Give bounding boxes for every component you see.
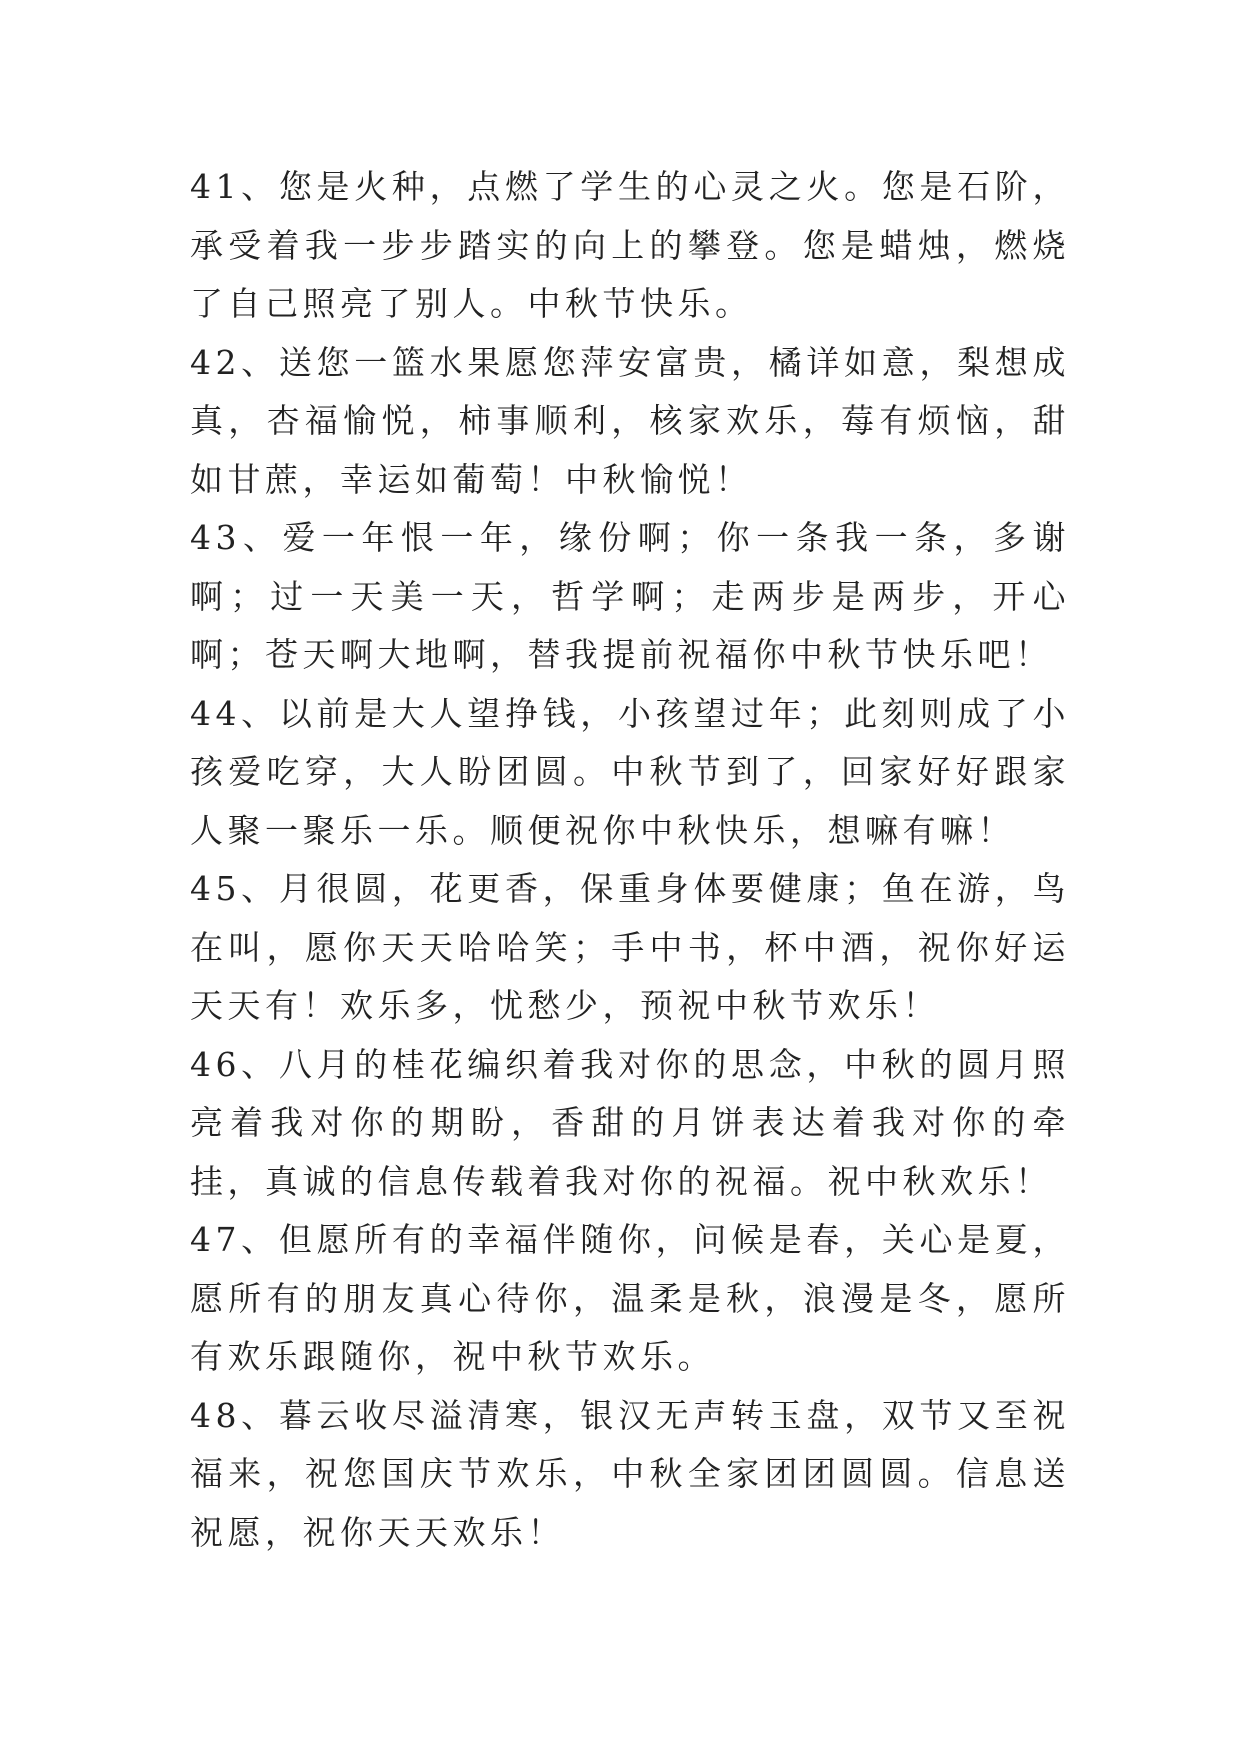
entry-44: 44、以前是大人望挣钱，小孩望过年；此刻则成了小孩爱吃穿，大人盼团圆。中秋节到了，回家好好跟家人聚一聚乐一乐。顺便祝你中秋快乐，想嘛有嘛！: [190, 693, 1070, 850]
entry-48: 48、暮云收尽溢清寒，银汉无声转玉盘，双节又至祝福来，祝您国庆节欢乐，中秋全家团团圆圆。信息送祝愿，祝你天天欢乐！: [190, 1395, 1070, 1552]
entry-47: 47、但愿所有的幸福伴随你，问候是春，关心是夏，愿所有的朋友真心待你，温柔是秋，浪漫是冬，愿所有欢乐跟随你，祝中秋节欢乐。: [190, 1220, 1070, 1376]
entry-46: 46、八月的桂花编织着我对你的思念，中秋的圆月照亮着我对你的期盼，香甜的月饼表达着我对你的牵挂，真诚的信息传载着我对你的祝福。祝中秋欢乐！: [190, 1044, 1070, 1201]
entry-42: 42、送您一篮水果愿您萍安富贵，橘详如意，梨想成真，杏福愉悦，柿事顺利，核家欢乐，莓有烦恼，甜如甘蔗，幸运如葡萄！中秋愉悦！: [190, 342, 1070, 499]
document-body: [190, 158, 1070, 1562]
entry-41: 41、您是火种，点燃了学生的心灵之火。您是石阶，承受着我一步步踏实的向上的攀登。您是蜡烛，燃烧了自己照亮了别人。中秋节快乐。: [190, 167, 1070, 323]
entry-45: 45、月很圆，花更香，保重身体要健康；鱼在游，鸟在叫，愿你天天哈哈笑；手中书，杯中酒，祝你好运天天有！欢乐多，忧愁少，预祝中秋节欢乐！: [190, 869, 1070, 1025]
entry-43: 43、爱一年恨一年，缘份啊；你一条我一条，多谢啊；过一天美一天，哲学啊；走两步是两步，开心啊；苍天啊大地啊，替我提前祝福你中秋节快乐吧！: [190, 518, 1070, 674]
